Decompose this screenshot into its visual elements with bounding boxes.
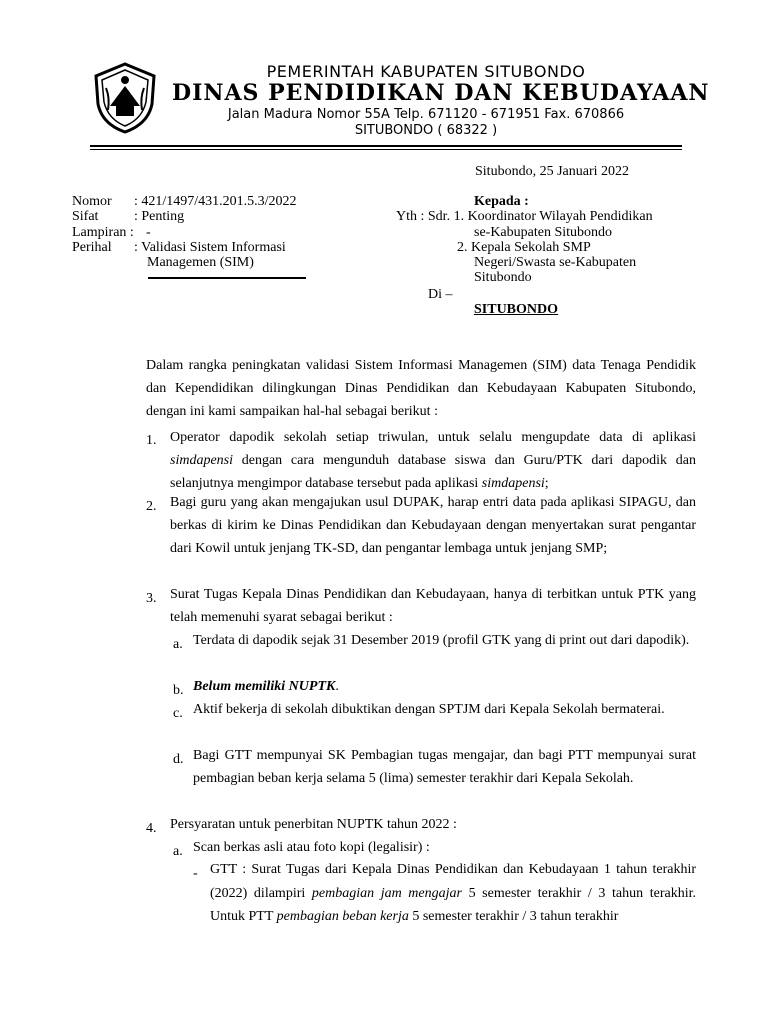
kepada-label: Kepada : [474,194,529,209]
item-4a-text: Scan berkas asli atau foto kopi (legalisir) : [193,840,430,855]
item-3a-label: a. [173,637,183,652]
perihal-value-cont: Managemen (SIM) [147,255,254,270]
item-3a-text: Terdata di dapodik sejak 31 Desember 2019 (profil GTK yang di print out dari dapodik). [193,633,690,648]
letterhead-government: PEMERINTAH KABUPATEN SITUBONDO [266,62,586,81]
letterhead-rule-thick [90,145,682,147]
recipient-line-5: Situbondo [474,270,532,285]
item-4-number: 4. [146,821,157,836]
item-2-text: Bagi guru yang akan mengajukan usul DUPAK, harap entri data pada aplikasi SIPAGU, dan berkas di kirim ke Dinas Pendidikan dan Kebudayaan dengan menyertakan surat pengantar dari Kowil untuk jenjang TK-SD, dan pengantar lembaga untuk jenjang SMP; [170,495,696,556]
nomor-label: Nomor [72,194,112,209]
perihal-underline [148,277,306,279]
letterhead-city: SITUBONDO ( 68322 ) [354,123,498,138]
item-4a-gtt-text: GTT : Surat Tugas dari Kepala Dinas Pendidikan dan Kebudayaan 1 tahun terakhir (2022) dilampiri pembagian jam mengajar 5 semester terakhir / 3 tahun terakhir. Untuk PTT pembagian beban kerja 5 semester terakhir / 3 tahun terakhir [210,862,696,924]
recipient-di: Di – [428,287,453,302]
item-1-app-name-2: simdapensi [481,476,545,491]
item-4a-label: a. [173,844,183,859]
item-4a-dash: - [193,866,198,881]
intro-paragraph: Dalam rangka peningkatan validasi Sistem Informasi Managemen (SIM) data Tenaga Pendidik dan Kependidikan dilingkungan Dinas Pendidikan dan Kebudayaan Kabupaten Situbondo, dengan ini kami sampaikan hal-hal sebagai berikut : [146,358,696,419]
item-3-text: Surat Tugas Kepala Dinas Pendidikan dan Kebudayaan, hanya di terbitkan untuk PTK yang telah memenuhi syarat sebagai berikut : [170,587,696,625]
recipient-line-2: se-Kabupaten Situbondo [474,225,613,240]
letter-date: Situbondo, 25 Januari 2022 [475,164,629,179]
lampiran-value: - [146,225,151,240]
recipient-line-3: 2. Kepala Sekolah SMP [457,240,591,255]
item-1-app-name: simdapensi [170,453,233,468]
perihal-value: : Validasi Sistem Informasi [134,240,286,255]
item-3b-text: Belum memiliki NUPTK. [193,679,339,694]
item-2-number: 2. [146,499,157,514]
perihal-label: Perihal [72,240,112,255]
item-3d-label: d. [173,752,184,767]
item-1-number: 1. [146,433,157,448]
letterhead-agency: DINAS PENDIDIKAN DAN KEBUDAYAAN [172,80,710,106]
recipient-city: SITUBONDO [474,302,559,317]
item-3c-text: Aktif bekerja di sekolah dibuktikan dengan SPTJM dari Kepala Sekolah bermaterai. [193,702,665,717]
sifat-value: : Penting [134,209,185,224]
item-1-text: Operator dapodik sekolah setiap triwulan, untuk selalu mengupdate data di aplikasi simdapensi dengan cara mengunduh database siswa dan Guru/PTK dari dapodik dan selanjutnya mengimpor database tersebut pada aplikasi simdapensi; [170,430,696,491]
letterhead-rule-thin [90,149,682,150]
item-3-number: 3. [146,591,157,606]
recipient-line-4: Negeri/Swasta se-Kabupaten [474,255,637,270]
recipient-line-1: Yth : Sdr. 1. Koordinator Wilayah Pendidikan [396,209,653,224]
item-3d-text: Bagi GTT mempunyai SK Pembagian tugas mengajar, dan bagi PTT mempunyai surat pembagian beban kerja selama 5 (lima) semester terakhir dari Kepala Sekolah. [193,748,696,786]
letterhead-address: Jalan Madura Nomor 55A Telp. 671120 - 671951 Fax. 670866 [227,107,625,122]
sifat-label: Sifat [72,209,99,224]
item-3c-label: c. [173,706,183,721]
item-4-text: Persyaratan untuk penerbitan NUPTK tahun 2022 : [170,817,457,832]
item-3b-label: b. [173,683,184,698]
nomor-value: : 421/1497/431.201.5.3/2022 [134,194,297,209]
lampiran-label: Lampiran : [72,225,134,240]
